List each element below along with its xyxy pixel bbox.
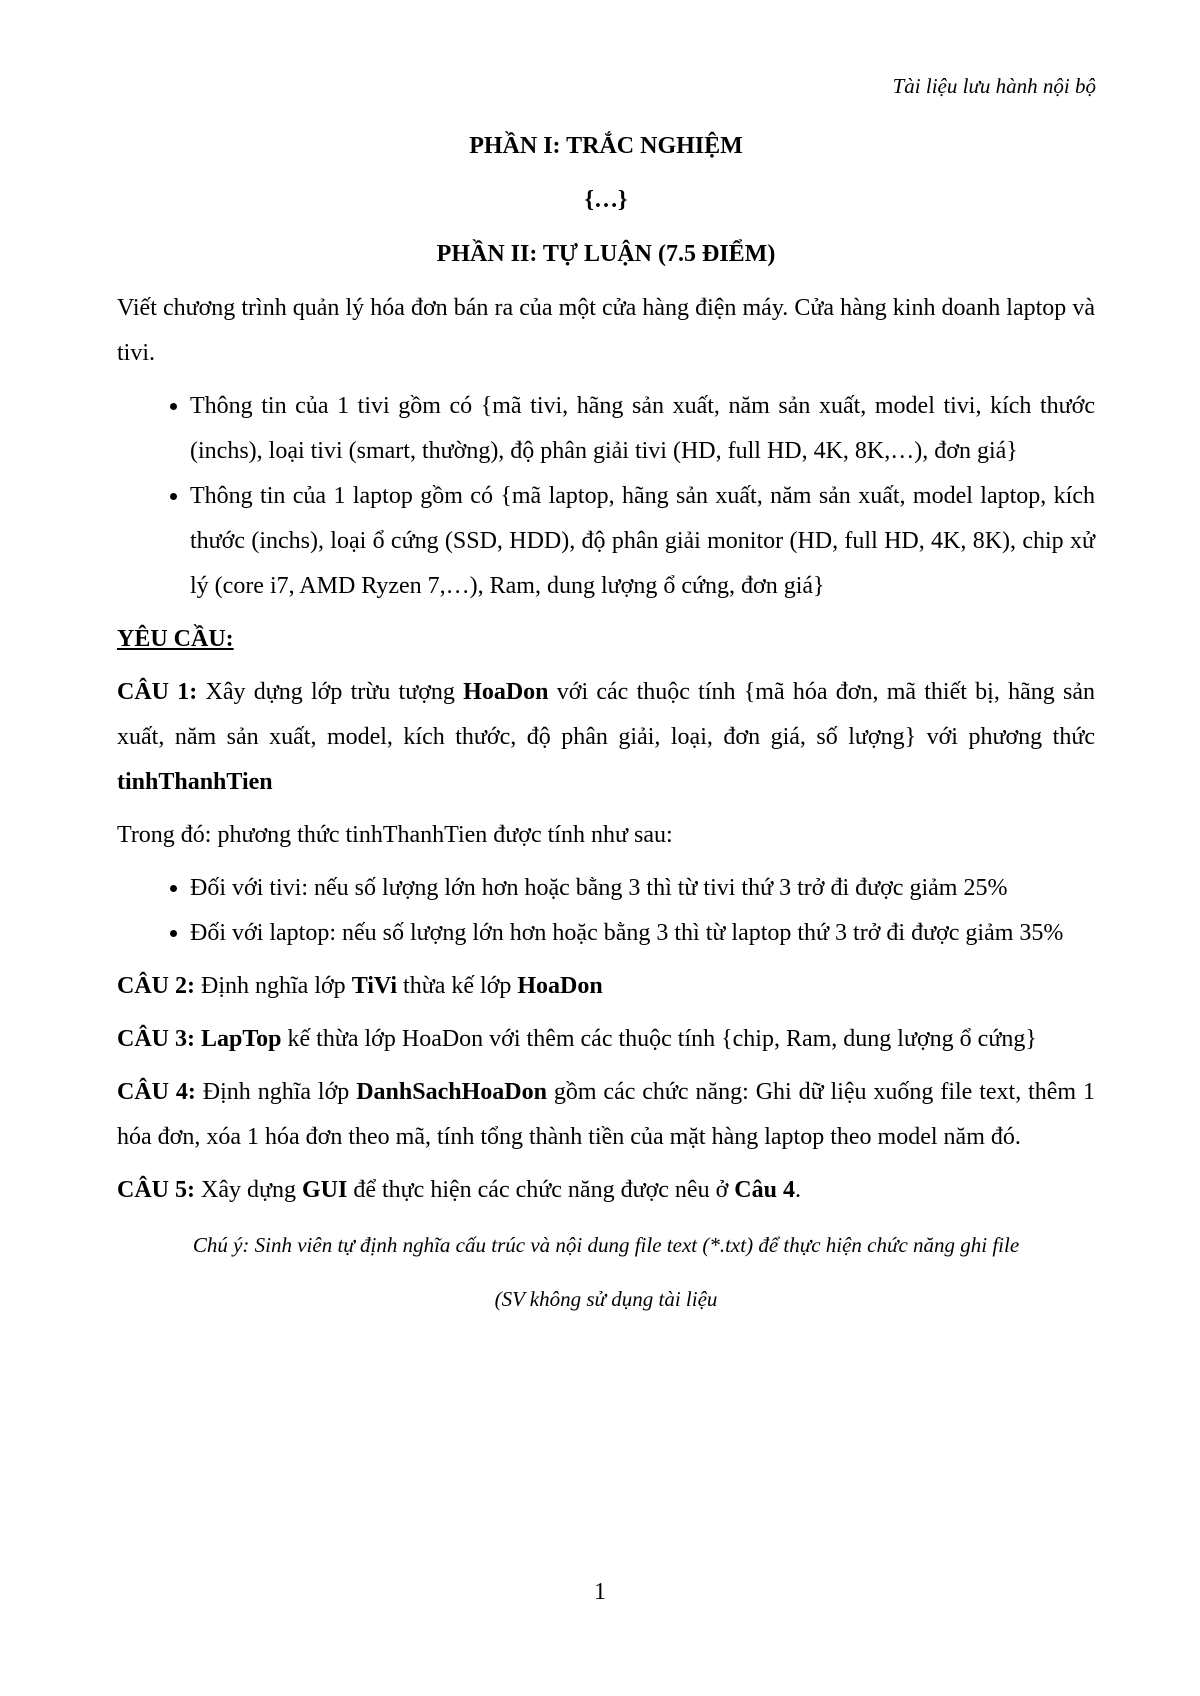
class-hoadon-parent: HoaDon xyxy=(517,973,603,999)
part2-title: PHẦN II: TỰ LUẬN (7.5 ĐIỂM) xyxy=(436,241,776,267)
question-3 xyxy=(117,1017,1095,1062)
question-2-text-b: thừa kế lớp xyxy=(397,973,518,999)
question-4-reference: Câu 4 xyxy=(734,1177,795,1203)
question-1-label: CÂU 1: xyxy=(117,679,198,705)
question-5-text-b: để thực hiện các chức năng được nêu ở xyxy=(347,1177,735,1203)
page-number: 1 xyxy=(594,1579,606,1605)
gui-term: GUI xyxy=(302,1177,348,1203)
question-5-label: CÂU 5: xyxy=(117,1177,195,1203)
question-5-text-c: . xyxy=(794,1177,801,1203)
question-2 xyxy=(117,964,1095,1009)
question-5 xyxy=(117,1168,1095,1213)
tivi-info-item: • Thông tin của 1 tivi gồm có {mã tivi, hãng sản xuất, năm sản xuất, model tivi, kích thước (inchs), loại tivi (smart, thường), độ phân giải tivi (HD, full HD, 4K, 8K,…), đơn giá} xyxy=(190,384,1095,474)
info-bullet-list xyxy=(117,384,1095,609)
question-4-text-a: Định nghĩa lớp xyxy=(195,1079,357,1105)
question-4 xyxy=(117,1070,1095,1160)
tivi-discount-item: • Đối với tivi: nếu số lượng lớn hơn hoặc bằng 3 thì từ tivi thứ 3 trở đi được giảm 25% xyxy=(190,866,1095,911)
intro-paragraph: Viết chương trình quản lý hóa đơn bán ra của một cửa hàng điện máy. Cửa hàng kinh doanh laptop và tivi. xyxy=(117,295,1095,366)
class-tivi: TiVi xyxy=(351,973,398,999)
footnote-line-1: Chú ý: Sinh viên tự định nghĩa cấu trúc và nội dung file text (*.txt) để thực hiện chức năng ghi file xyxy=(192,1233,1020,1257)
question-1-text-a: Xây dựng lớp trừu tượng xyxy=(197,679,464,705)
question-4-text-b: gồm các chức năng: Ghi dữ liệu xuống file text, thêm 1 hóa đơn, xóa 1 hóa đơn theo mã, tính tổng thành tiền của mặt hàng laptop theo model năm đó. xyxy=(117,1079,1095,1150)
discount-bullet-list xyxy=(117,866,1095,956)
question-2-label: CÂU 2: xyxy=(117,973,195,999)
question-3-label: CÂU 3: xyxy=(117,1026,195,1052)
question-4-label: CÂU 4: xyxy=(117,1079,196,1105)
requirements-heading: YÊU CẦU: xyxy=(117,626,234,652)
question-5-text-a: Xây dựng xyxy=(195,1177,302,1203)
class-laptop: LapTop xyxy=(195,1026,282,1052)
question-3-text: kế thừa lớp HoaDon với thêm các thuộc tính {chip, Ram, dung lượng ổ cứng} xyxy=(281,1026,1037,1052)
class-danhsachhoadon: DanhSachHoaDon xyxy=(356,1079,547,1105)
method-tinhthanhtien: tinhThanhTien xyxy=(117,769,273,795)
laptop-info-item: • Thông tin của 1 laptop gồm có {mã laptop, hãng sản xuất, năm sản xuất, model laptop, kích thước (inchs), loại ổ cứng (SSD, HDD), độ phân giải monitor (HD, full HD, 4K, 8K), chip xử lý (core i7, AMD Ryzen 7,…), Ram, dung lượng ổ cứng, đơn giá} xyxy=(190,474,1095,609)
question-1-text-b: với các thuộc tính {mã hóa đơn, mã thiết bị, hãng sản xuất, năm sản xuất, model, kích thước, độ phân giải, loại, đơn giá, số lượng} với phương thức xyxy=(117,679,1095,750)
part1-ellipsis: {…} xyxy=(584,187,628,213)
question-2-text-a: Định nghĩa lớp xyxy=(195,973,352,999)
document-body xyxy=(117,124,1095,1323)
footnote-line-2: (SV không sử dụng tài liệu xyxy=(494,1287,718,1311)
laptop-discount-item: • Đối với laptop: nếu số lượng lớn hơn hoặc bằng 3 thì từ laptop thứ 3 trở đi được giảm 35% xyxy=(190,911,1095,956)
page-header: Tài liệu lưu hành nội bộ xyxy=(892,74,1096,98)
part1-title: PHẦN I: TRẮC NGHIỆM xyxy=(469,133,743,159)
question-1 xyxy=(117,670,1095,805)
class-hoadon: HoaDon xyxy=(463,679,549,705)
method-note: Trong đó: phương thức tinhThanhTien được tính như sau: xyxy=(117,822,673,848)
